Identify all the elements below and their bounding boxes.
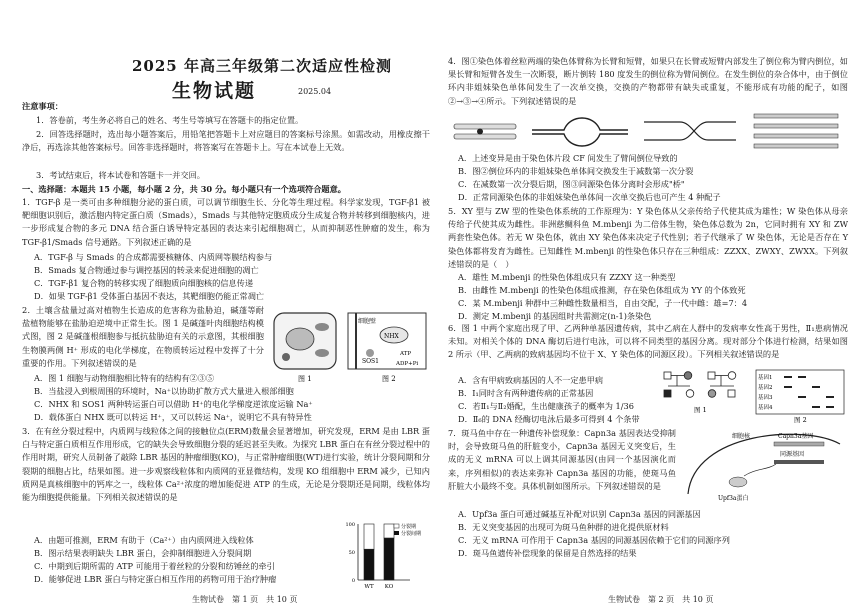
q2-sos1-label: SOS1 (362, 358, 379, 365)
q5-option-b: B．由雌性 M.mbenji 的性染色体组成推测，存在染色体组成为 YY 的个体致死 (458, 285, 746, 295)
q6-pedigree (664, 372, 736, 398)
q3-x-tick-label: KO (384, 584, 394, 590)
q3-y-tick-label: 100 (345, 522, 355, 528)
q7-homolog-label: 同源基因 (780, 451, 805, 458)
notes-heading: 注意事项： (22, 101, 63, 111)
q3-bar-chart (340, 518, 428, 594)
q2-fig2-label: 图 2 (382, 375, 396, 383)
q6-option-b: B．I₁同时含有两种遗传病的正常基因 (458, 388, 594, 398)
q3-bar-ko-series-0 (384, 538, 394, 580)
q7-mechanism-figure (684, 424, 846, 508)
q7-arrow (744, 464, 776, 476)
q6-gel-label-4: 基因4 (758, 405, 773, 411)
q3-y-tick-label: 0 (351, 578, 355, 584)
q3-option-c: C．中期到后期所需的 ATP 可能用于着丝粒的分裂和纺锤丝的牵引 (34, 561, 275, 571)
q2-option-d: D．载体蛋白 NHX 既可以转运 H⁺，又可以转运 Na⁺，说明它不具有特异性 (34, 412, 312, 422)
q1-option-b: B．Smads 复合物通过参与调控基因的转录来促进细胞的凋亡 (34, 265, 259, 275)
q7-upf-protein (729, 477, 747, 487)
q2-nhx-label: NHX (384, 333, 399, 340)
q7-option-c: C．无义 mRNA 可作用于 Capn3a 基因的同源基因依赖于它们的同源序列 (458, 535, 730, 545)
q6-gel-label-2: 基因2 (758, 385, 773, 391)
q7-homolog-bar (774, 460, 824, 464)
exam-date: 2025.04 (298, 87, 332, 96)
q1-option-d: D．如果 TGF-β1 受体蛋白基因不表达，其靶细胞仍能正常凋亡 (34, 291, 265, 301)
q2-cellwall-label: 细胞壁 (358, 318, 377, 325)
left-page (22, 0, 430, 608)
q6-option-d: D．Ⅱ₆的 DNA 经酶切电泳后最多可得到 4 个条带 (458, 414, 640, 424)
q4-option-d: D．正常同源染色体的非姐妹染色单体间一次单交换后也可产生 4 种配子 (458, 192, 721, 202)
q4-option-a: A．上述变异是由于染色体片段 CF 间发生了臂间倒位导致的 (458, 153, 678, 163)
q7-upf-label: Upf3a蛋白 (718, 495, 749, 502)
q3-bar-wt-series-0 (364, 549, 374, 580)
q6-figures (660, 368, 848, 424)
q3-x-tick-label: WT (364, 584, 374, 590)
note-3: 3．考试结束后，将本试卷和答题卡一并交回。 (36, 170, 205, 180)
q3-legend-mitosis: 分裂期 (401, 524, 417, 530)
q6-fig2-label: 图 2 (794, 416, 807, 424)
q6-gel-label-3: 基因3 (758, 395, 773, 401)
q4-inversion-diagram (452, 110, 844, 152)
q6-option-c: C．若Ⅱ₁与Ⅱ₂婚配，生出健康孩子的概率为 1/36 (458, 401, 634, 411)
q4-fig1-chromosome (454, 124, 516, 139)
q3-legend-swatch-interphase (394, 531, 399, 535)
q2-fig1-label: 图 1 (298, 375, 312, 383)
q6-stem: 6．图 1 中两个家庭出现了甲、乙两种单基因遗传病，其中乙病在人群中的发病率女性高于男性，Ⅱ₁患病情况未知。对相关个体的 DNA 酶切后进行电泳，可以将不同类型的基因分离。现对部分个体进行检测，结果如图 2 所示（甲、乙两病的致病基因均不位于 X、Y 染色体的同源区段）。下列相关叙述错误的是 (448, 323, 848, 360)
q3-stem: 3．在有丝分裂过程中，内质网与线粒体之间的接触位点(ERM)数量会显著增加，研究发现，ERM 是由 LBR 蛋白与特定蛋白质相互作用形成，它的缺失会导致细胞分裂的延迟甚至失败。为探究 LBR 蛋白在有丝分裂过程中的作用时期，研究人员制备了敲除 LBR 基因的肿瘤细胞(KO)，与正常肿瘤细胞(WT)进行实验，统计分裂间期和分裂期的细胞占比，结果如图。进一步观察线粒体和内质网的亚显微结构，发现 KO 组细胞中 ERM 减少，已知内质网是真核细胞中的钙库之一，线粒体 Ca²⁺浓度的增加能促进 ATP 的生成，无论是分裂期还是间期，线粒体均能为细胞提供能量。下列相关叙述错误的是 (22, 426, 430, 503)
q4-option-c: C．在减数第一次分裂后期，图③同源染色体分离时会形成"桥" (458, 179, 685, 189)
q2-option-a: A．图 1 细胞与动物细胞相比特有的结构有②③⑤ (34, 373, 215, 383)
q3-y-tick-label: 50 (348, 550, 355, 556)
q2-stem: 2．土壤含盐量过高对植物生长造成的危害称为盐胁迫，碱蓬等耐盐植物能够在盐胁迫逆境中正常生长。图 1 是碱蓬叶肉细胞结构模式图，图 2 是碱蓬根细胞参与抵抗盐胁迫有关的示意图，其根细胞生物膜两侧 H⁺ 形成的电化学梯度，在物质转运过程中发挥了十分重要的作用。下列叙述错误的是 (22, 305, 264, 368)
q3-legend-interphase: 分裂间期 (401, 531, 422, 537)
note-2: 2．回答选择题时，选出每小题答案后，用铅笔把答题卡上对应题目的答案标号涂黑。如需改动，用橡皮擦干净后，再选涂其他答案标号。回答非选择题时，将答案写在答题卡上。写在本试卷上无效。 (22, 129, 430, 153)
q7-option-d: D．斑马鱼遗传补偿现象的保留是自然选择的结果 (458, 548, 637, 558)
q3-legend-swatch-mitosis (394, 524, 399, 528)
q3-option-a: A．由题可推测，ERM 有助于（Ca²⁺）由内质网进入线粒体 (34, 535, 254, 545)
q7-gene-label: Capn3a基因 (778, 433, 814, 440)
q2-leaf-cell-figure (274, 313, 336, 369)
q4-stem: 4．图①染色体着丝粒两端的染色体臂称为长臂和短臂，如果只在长臂或短臂内部发生了倒位称为臂内倒位，如果长臂和短臂各发生一次断裂，断片倒转 180 度发生的倒位称为臂间倒位。在发生倒位的杂合体中，由于倒位环内非姐妹染色单体间发生了一次单交换，交换的产物都带有缺失或重复，不能形成有功能的配子，如图②→③→④所示。下列叙述错误的是 (448, 56, 848, 106)
q2-atp-label: ATP (400, 351, 412, 357)
left-footer: 生物试卷 第 1 页 共 10 页 (192, 595, 298, 604)
subject-title: 生物试题 (172, 80, 257, 102)
q3-bar-ko-series-1 (384, 524, 394, 538)
q7-gene-bar (774, 442, 824, 446)
q7-option-b: B．无义突变基因的出现可为斑马鱼种群的进化提供原材料 (458, 522, 669, 532)
q5-option-d: D．测定 M.mbenji 的基因组时共需测定(n-1)条染色 (458, 311, 652, 321)
q4-fig2-loop (532, 118, 628, 146)
q1-option-c: C．TGF-β1 复合物的转移实现了细胞质向细胞核的信息传递 (34, 278, 254, 288)
q3-option-b: B．图示结果表明缺失 LBR 蛋白，会抑制细胞进入分裂间期 (34, 548, 252, 558)
section-heading: 一、选择题：本题共 15 小题，每小题 2 分，共 30 分。每小题只有一个选项符合题意。 (22, 184, 346, 194)
q5-option-a: A．雄性 M.mbenji 的性染色体组成只有 ZZXY 这一种类型 (458, 272, 676, 282)
q5-stem: 5．XY 型与 ZW 型的性染色体系统的工作原理为：Y 染色体从父亲传给子代使其成为雄性；W 染色体从母亲传给子代使其成为雌性。非洲慈鲷科鱼 M.mbenji 为二倍体生物，染色体总数为 2n，它同时拥有 XY 和 ZW 两套性染色体。若无 W 染色体，就由 XY 染色体来决定子代性别；若子代继承了 W 染色体，无论是否存在 Y 染色体都将发育为雌性。已知雌性 M.mbenji 的性染色体只存在三种组成：ZZXX、ZWXY、ZWXX。下列叙述错误的是（ ） (448, 206, 848, 269)
exam-title: 2025 年高三年级第二次适应性检测 (132, 57, 392, 75)
note-1: 1．答卷前，考生务必将自己的姓名、考生号等填写在答题卡的指定位置。 (36, 115, 304, 125)
q4-fig3-bridge (644, 122, 736, 140)
q2-adp-label: ADP+Pi (396, 361, 419, 367)
q2-option-b: B．当盐浸入到根周围的环境时，Na⁺以协助扩散方式大量进入根部细胞 (34, 386, 294, 396)
q1-stem: 1．TGF-β 是一类可由多种细胞分泌的蛋白质，可以调节细胞生长、分化等生理过程。科学家发现，TGF-β1 被靶细胞识别后，激活胞内特定蛋白质（Smads），Smads 与其他特定胞质成分生成复合物并转移到细胞核内，进一步形成复合物的多元 DNA 结合蛋白诱导特定基因的表达来引起细胞凋亡，从而抑制恶性肿瘤的发生，称为 TGF-β1/Smads 信号通路。下列叙述正确的是 (22, 197, 430, 247)
right-page (448, 0, 848, 608)
q3-option-d: D．能够促进 LBR 蛋白与特定蛋白相互作用的药物可用于治疗肿瘤 (34, 574, 277, 584)
q4-option-b: B．图②倒位环内的非姐妹染色单体间交换发生于减数第一次分裂 (458, 166, 694, 176)
q4-fig4-products (754, 114, 838, 148)
q7-nucleus-label: 细胞核 (732, 433, 751, 440)
q7-stem: 7．斑马鱼中存在一种遗传补偿现象：Capn3a 基因表达受抑制时，会导致斑马鱼的肝脏变小，Capn3a 基因无义突变后，生成的无义 mRNA 可以上调其同源基因(由同一个基因演化而来，序列相似)的表达来弥补 Capn3a 基因的功能，使斑马鱼肝脏大小最终不变。具体机制如图所示。下列叙述错误的是 (448, 428, 676, 491)
q1-option-a: A．TGF-β 与 Smads 的合成都需要核糖体、内质网等膜结构参与 (34, 252, 273, 262)
q6-gel-label-1: 基因1 (758, 375, 773, 381)
q3-bar-wt-series-1 (364, 524, 374, 549)
q5-option-c: C．某 M.mbenji 种群中三种雌性数量相当，自由交配，子一代中雌：雄=7：4 (458, 298, 748, 308)
q6-option-a: A．含有甲病致病基因的人不一定患甲病 (458, 375, 604, 385)
q6-fig1-label: 图 1 (694, 406, 707, 414)
q2-option-c: C．NHX 和 SOS1 两种转运蛋白可以借助 H⁺的电化学梯度逆浓度运输 Na⁺ (34, 399, 313, 409)
right-footer: 生物试卷 第 2 页 共 10 页 (608, 595, 714, 604)
q7-option-a: A．Upf3a 蛋白可通过碱基互补配对识别 Capn3a 基因的同源基因 (458, 509, 701, 519)
